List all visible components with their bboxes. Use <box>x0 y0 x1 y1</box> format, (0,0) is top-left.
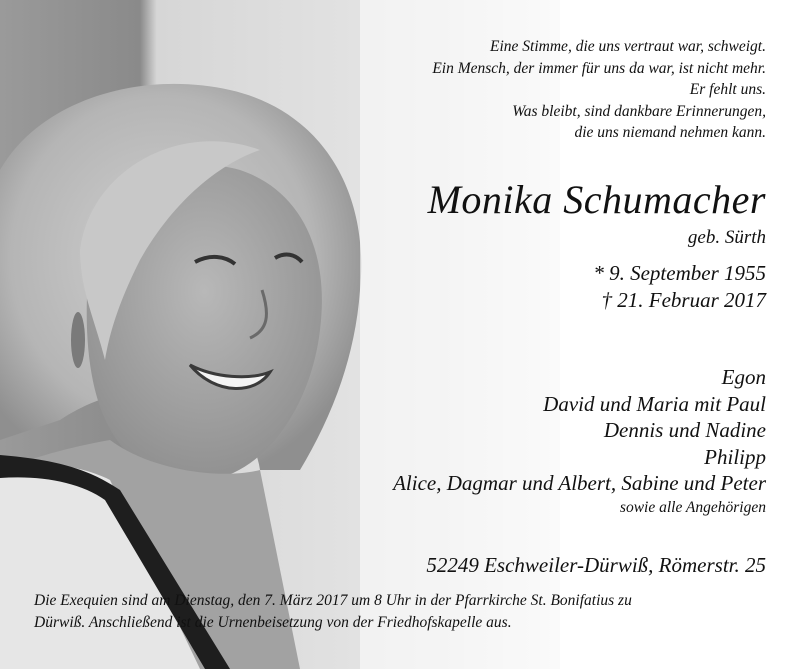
death-date: † 21. Februar 2017 <box>601 288 766 312</box>
deceased-name: Monika Schumacher <box>427 177 766 222</box>
birth-date: * 9. September 1955 <box>593 261 766 285</box>
notice-line: Dürwiß. Anschließend ist die Urnenbeisetzung von der Friedhofskapelle aus. <box>34 614 512 631</box>
notice-line: Die Exequien sind am Dienstag, den 7. März 2017 um 8 Uhr in der Pfarrkirche St. Bonifatius zu <box>34 592 632 609</box>
mourner-line: Egon <box>721 365 766 389</box>
life-dates <box>593 260 766 314</box>
mourner-line: Alice, Dagmar und Albert, Sabine und Peter <box>393 471 766 495</box>
mourner-line: David und Maria mit Paul <box>543 391 766 416</box>
mourners-note: sowie alle Angehörigen <box>619 498 766 516</box>
mourner-line: Philipp <box>704 444 766 469</box>
poem-line: Was bleibt, sind dankbare Erinnerungen, <box>512 102 766 120</box>
poem-line: Eine Stimme, die uns vertraut war, schweigt. <box>490 38 766 55</box>
poem-line: Er fehlt uns. <box>689 81 766 98</box>
memorial-poem <box>432 36 766 144</box>
family-address: 52249 Eschweiler-Dürwiß, Römerstr. 25 <box>426 553 766 577</box>
poem-line: die uns niemand nehmen kann. <box>574 124 766 141</box>
poem-line: Ein Mensch, der immer für uns da war, ist nicht mehr. <box>432 59 766 77</box>
mourner-line: Dennis und Nadine <box>603 418 766 442</box>
mourners-list <box>393 364 766 519</box>
funeral-notice <box>34 590 766 634</box>
birth-name: geb. Sürth <box>687 227 766 248</box>
